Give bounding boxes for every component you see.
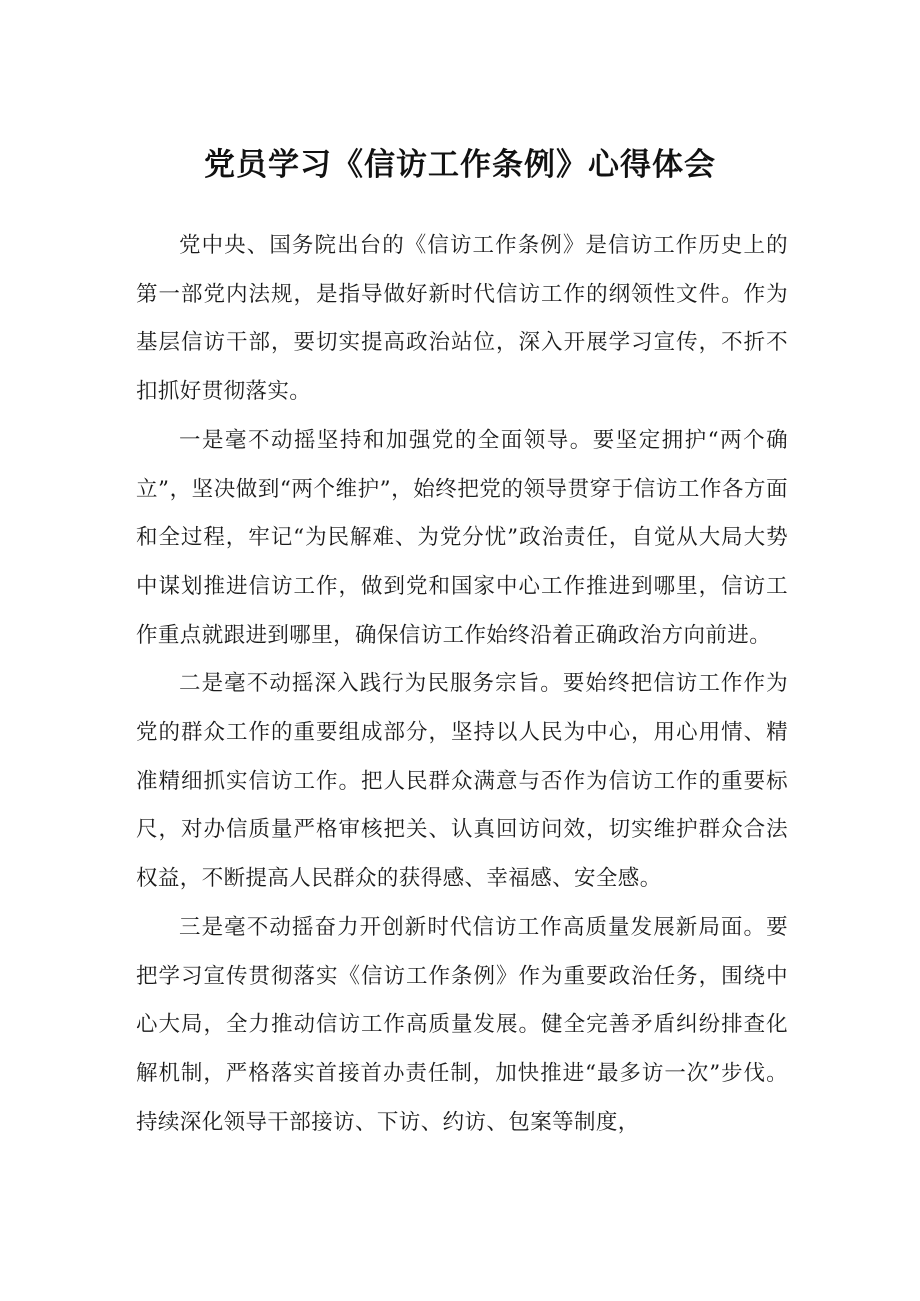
paragraph-point-one: 一是毫不动摇坚持和加强党的全面领导。要坚定拥护“两个确立”，坚决做到“两个维护”，始终把党的领导贯穿于信访工作各方面和全过程，牢记“为民解难、为党分忧”政治责任，自觉从大局大势中谋划推进信访工作，做到党和国家中心工作推进到哪里，信访工作重点就跟进到哪里，确保信访工作始终沿着正确政治方向前进。 bbox=[136, 427, 788, 648]
paragraph-point-two: 二是毫不动摇深入践行为民服务宗旨。要始终把信访工作作为党的群众工作的重要组成部分，坚持以人民为中心，用心用情、精准精细抓实信访工作。把人民群众满意与否作为信访工作的重要标尺，对办信质量严格审核把关、认真回访问效，切实维护群众合法权益，不断提高人民群众的获得感、幸福感、安全感。 bbox=[136, 671, 788, 892]
paragraph-point-three: 三是毫不动摇奋力开创新时代信访工作高质量发展新局面。要把学习宣传贯彻落实《信访工作条例》作为重要政治任务，围绕中心大局，全力推动信访工作高质量发展。健全完善矛盾纠纷排查化解机制，严格落实首接首办责任制，加快推进“最多访一次”步伐。持续深化领导干部接访、下访、约访、包案等制度， bbox=[136, 914, 788, 1135]
paragraph-intro: 党中央、国务院出台的《信访工作条例》是信访工作历史上的第一部党内法规，是指导做好新时代信访工作的纲领性文件。作为基层信访干部，要切实提高政治站位，深入开展学习宣传，不折不扣抓好贯彻落实。 bbox=[136, 233, 788, 405]
document-title: 党员学习《信访工作条例》心得体会 bbox=[204, 147, 716, 183]
document-body bbox=[136, 222, 788, 1147]
